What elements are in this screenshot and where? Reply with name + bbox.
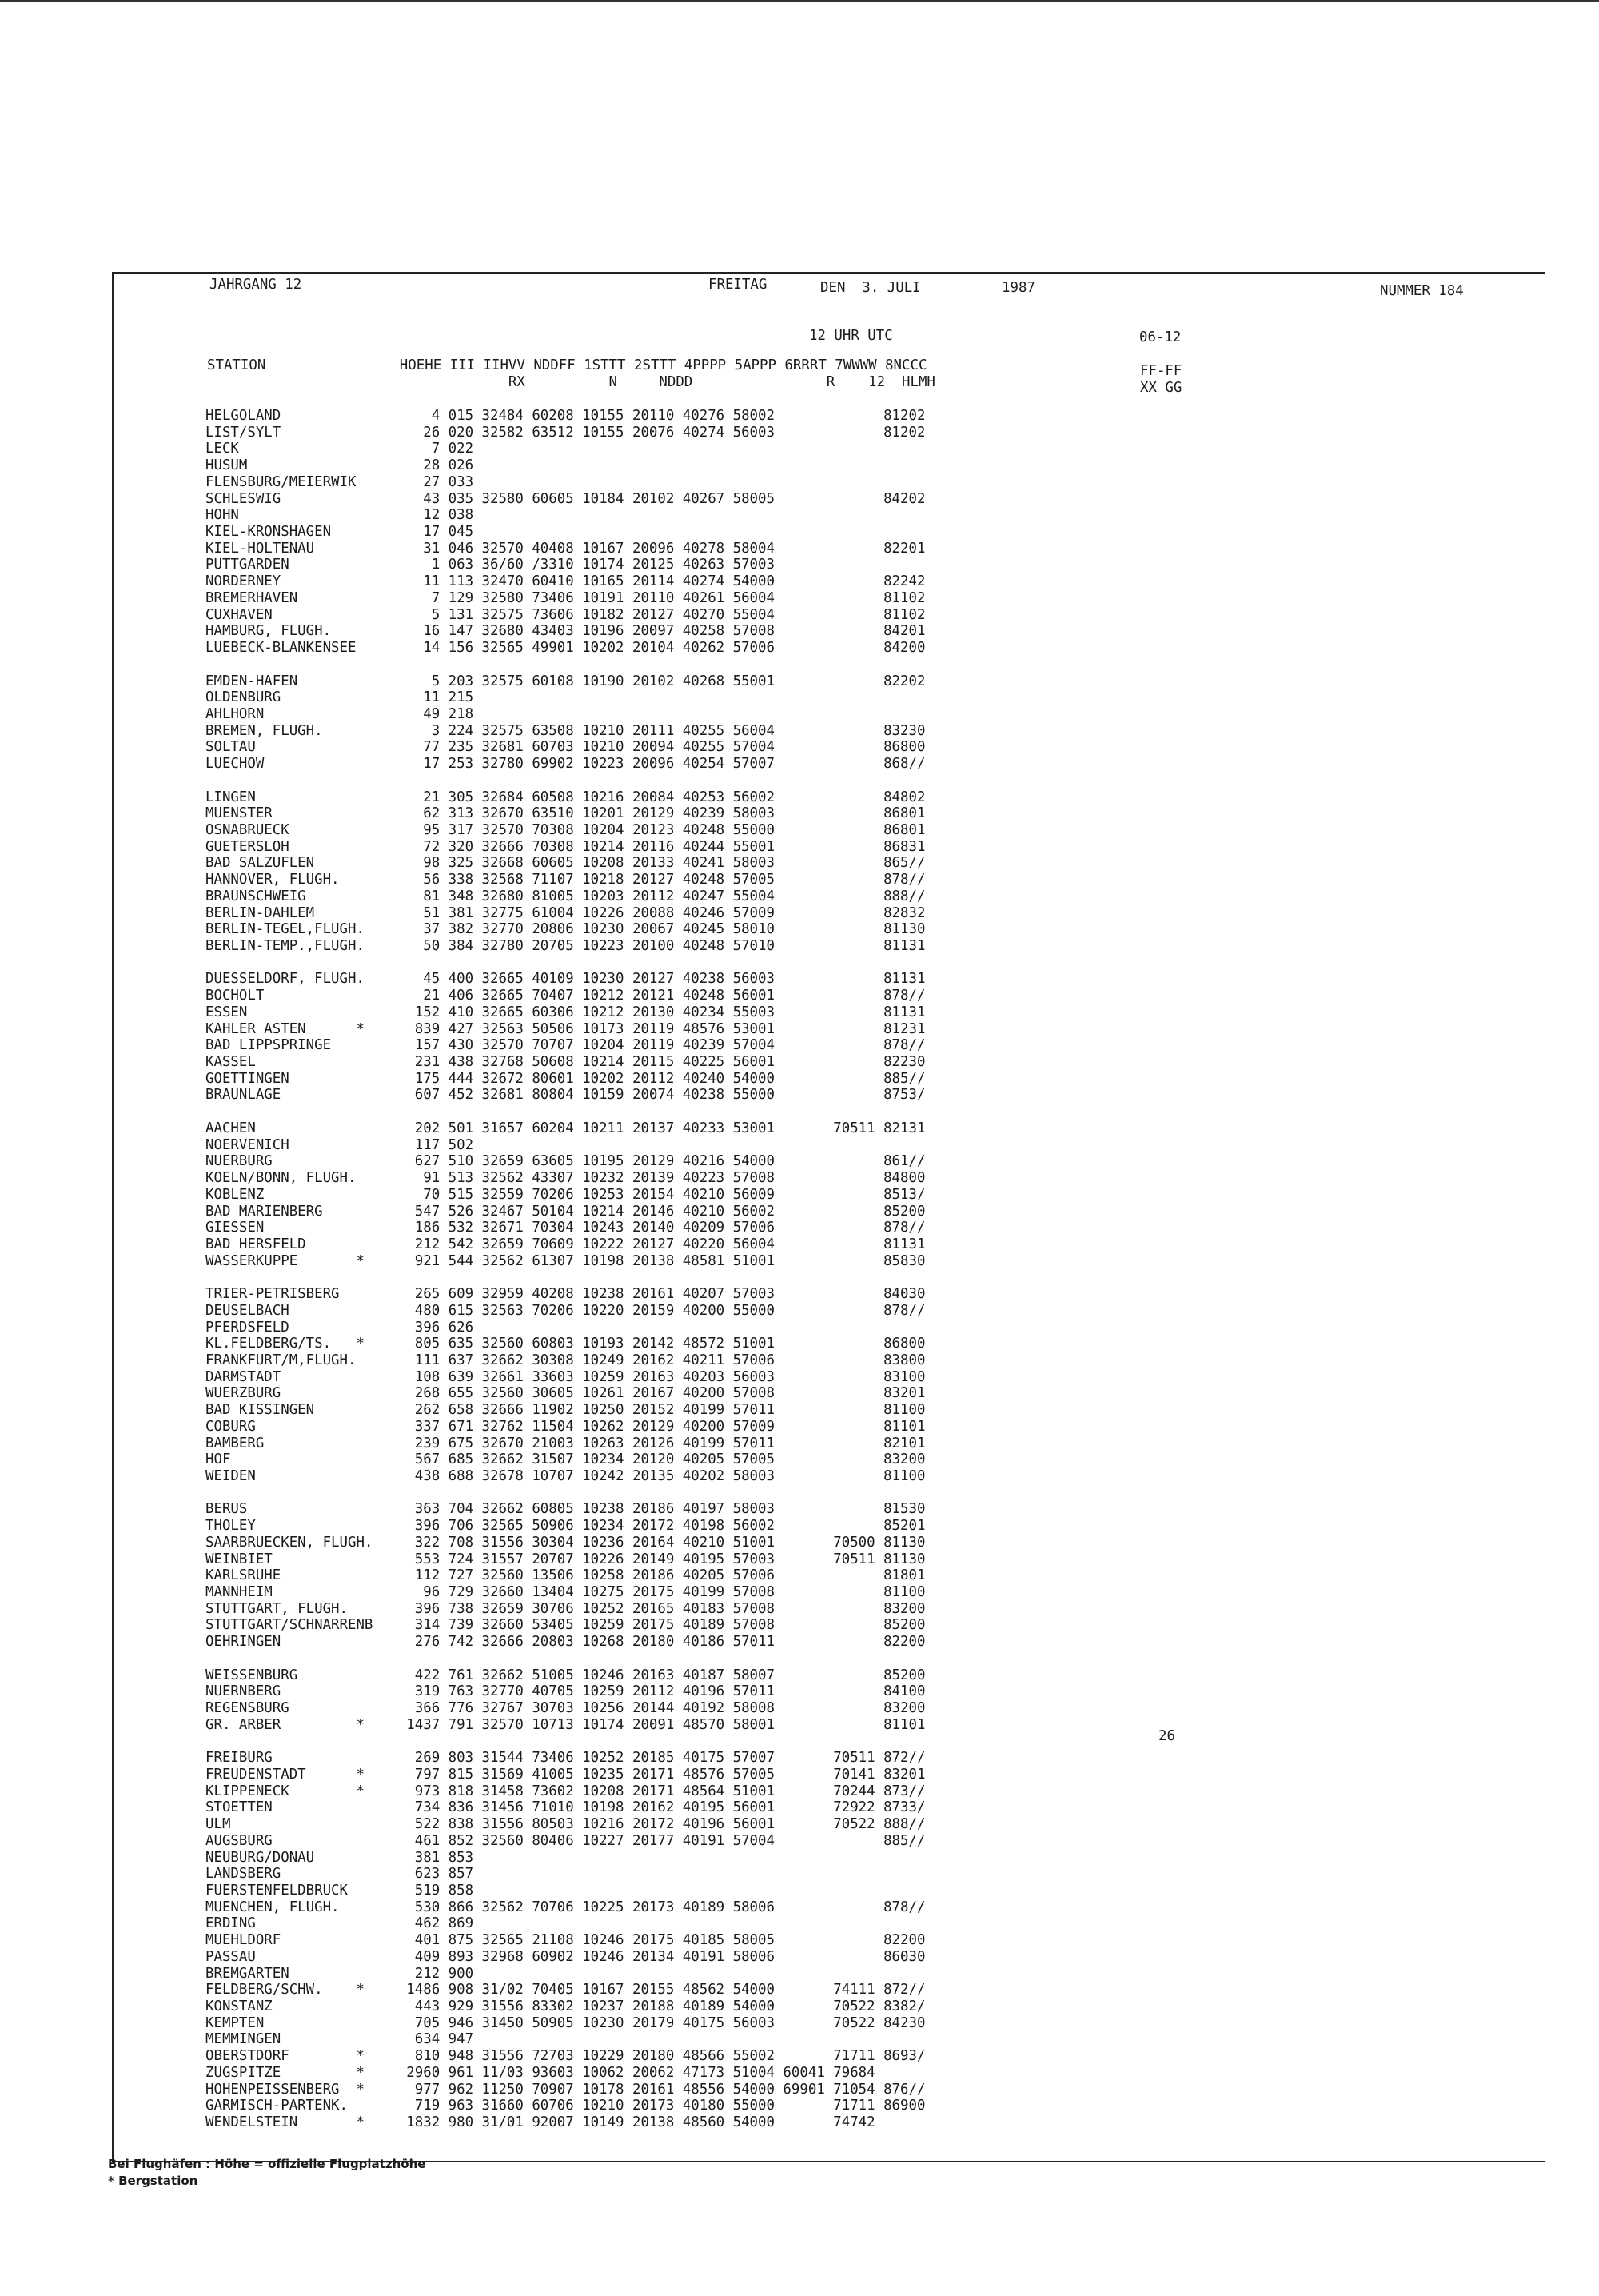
table-row: AHLHORN 49 218: [205, 705, 474, 722]
table-row: PUTTGARDEN 1 063 36/60 /3310 10174 20125 40263 57003: [205, 557, 775, 573]
group-separator: [205, 773, 925, 789]
table-row: BAD HERSFELD 212 542 32659 70609 10222 20127 40220 56004 81131: [205, 1236, 926, 1252]
table-row: FREIBURG 269 803 31544 73406 10252 20185 40175 57007 70511 872//: [205, 1750, 926, 1767]
footnote-airports: Bei Flughäfen : Höhe = offizielle Flugplatzhöhe: [108, 2157, 426, 2171]
table-row: BERUS 363 704 32662 60805 10238 20186 40197 58003 81530: [205, 1501, 926, 1518]
date: DEN 3. JULI: [820, 280, 921, 296]
table-row: NUERNBERG 319 763 32770 40705 10259 20112 40196 57011 84100: [205, 1683, 926, 1700]
table-row: STUTTGART/SCHNARRENB 314 739 32660 53405 10259 20175 40189 57008 85200: [205, 1617, 926, 1634]
table-row: BERLIN-TEGEL,FLUGH. 37 382 32770 20806 10230 20067 40245 58010 81130: [205, 921, 926, 938]
table-row: BAD SALZUFLEN 98 325 32668 60605 10208 20133 40241 58003 865//: [205, 855, 926, 872]
table-row: AACHEN 202 501 31657 60204 10211 20137 40233 53001 70511 82131: [205, 1120, 926, 1136]
column-header-line1: STATION HOEHE III IIHVV NDDFF 1STTT 2STTT 4PPPP 5APPP 6RRRT 7WWWW 8NCCC: [207, 357, 927, 373]
jahrgang: JAHRGANG 12: [209, 277, 302, 293]
group-separator: [205, 1651, 925, 1667]
table-row: WUERZBURG 268 655 32560 30605 10261 20167 40200 57008 83201: [205, 1385, 926, 1402]
table-row: SCHLESWIG 43 035 32580 60605 10184 20102 40267 58005 84202: [205, 490, 926, 507]
table-row: HUSUM 28 026: [205, 457, 474, 474]
table-row: ULM 522 838 31556 80503 10216 20172 40196 56001 70522 888//: [205, 1816, 926, 1833]
table-row: GR. ARBER * 1437 791 32570 10713 10174 20091 48570 58001 81101: [205, 1716, 926, 1733]
group-separator: [205, 657, 925, 673]
table-row: PASSAU 409 893 32968 60902 10246 20134 40191 58006 86030: [205, 1948, 926, 1965]
table-row: WEISSENBURG 422 761 32662 51005 10246 20163 40187 58007 85200: [205, 1667, 926, 1683]
table-row: OBERSTDORF * 810 948 31556 72703 10229 20180 48566 55002 71711 8693/: [205, 2048, 926, 2065]
table-row: MUENSTER 62 313 32670 63510 10201 20129 40239 58003 86801: [205, 805, 926, 822]
table-row: LANDSBERG 623 857: [205, 1866, 474, 1883]
group-separator: [205, 1104, 925, 1120]
table-row: HOHENPEISSENBERG * 977 962 11250 70907 10178 20161 48556 54000 69901 71054 876//: [205, 2081, 926, 2098]
table-row: BERLIN-TEMP.,FLUGH. 50 384 32780 20705 10223 20100 40248 57010 81131: [205, 938, 926, 954]
table-row: STUTTGART, FLUGH. 396 738 32659 30706 10252 20165 40183 57008 83200: [205, 1600, 926, 1617]
table-row: KIEL-HOLTENAU 31 046 32570 40408 10167 20096 40278 58004 82201: [205, 540, 926, 557]
table-row: DUESSELDORF, FLUGH. 45 400 32665 40109 10230 20127 40238 56003 81131: [205, 971, 926, 988]
time-utc: 12 UHR UTC: [809, 328, 893, 344]
table-row: BAMBERG 239 675 32670 21003 10263 20126 40199 57011 82101: [205, 1435, 926, 1451]
top-border: [0, 0, 1599, 2]
table-row: NOERVENICH 117 502: [205, 1136, 474, 1153]
table-row: MUEHLDORF 401 875 32565 21108 10246 20175 40185 58005 82200: [205, 1932, 926, 1949]
xx-gg-header: XX GG: [1140, 380, 1182, 396]
table-row: WEIDEN 438 688 32678 10707 10242 20135 40202 58003 81100: [205, 1468, 926, 1484]
table-row: GARMISCH-PARTENK. 719 963 31660 60706 10210 20173 40180 55000 71711 86900: [205, 2098, 926, 2114]
table-row: KL.FELDBERG/TS. * 805 635 32560 60803 10193 20142 48572 51001 86800: [205, 1336, 926, 1352]
table-row: NEUBURG/DONAU 381 853: [205, 1849, 474, 1866]
table-row: HELGOLAND 4 015 32484 60208 10155 20110 40276 58002 81202: [205, 408, 926, 424]
table-row: OEHRINGEN 276 742 32666 20803 10268 20180 40186 57011 82200: [205, 1634, 926, 1651]
table-row: WENDELSTEIN * 1832 980 31/01 92007 10149 20138 48560 54000 74742: [205, 2114, 875, 2131]
table-row: WEINBIET 553 724 31557 20707 10226 20149 40195 57003 70511 81130: [205, 1551, 926, 1567]
year: 1987: [1002, 280, 1035, 296]
table-row: HANNOVER, FLUGH. 56 338 32568 71107 10218 20127 40248 57005 878//: [205, 872, 926, 888]
footnote-mountain-station: * Bergstation: [108, 2174, 198, 2188]
group-separator: [205, 1269, 925, 1286]
table-row: WASSERKUPPE * 921 544 32562 61307 10198 20138 48581 51001 85830: [205, 1252, 926, 1269]
table-row: KARLSRUHE 112 727 32560 13506 10258 20186 40205 57006 81801: [205, 1567, 926, 1584]
table-row: PFERDSFELD 396 626: [205, 1319, 474, 1336]
table-row: MUENCHEN, FLUGH. 530 866 32562 70706 10225 20173 40189 58006 878//: [205, 1899, 926, 1915]
table-row: KONSTANZ 443 929 31556 83302 10237 20188 40189 54000 70522 8382/: [205, 1999, 926, 2014]
table-row: COBURG 337 671 32762 11504 10262 20129 40200 57009 81101: [205, 1418, 926, 1435]
table-row: ERDING 462 869: [205, 1915, 474, 1932]
table-row: KEMPTEN 705 946 31450 50905 10230 20179 40175 56003 70522 84230: [205, 2014, 926, 2031]
table-row: HOHN 12 038: [205, 507, 474, 524]
table-row: KIEL-KRONSHAGEN 17 045: [205, 524, 474, 541]
table-row: OLDENBURG 11 215: [205, 689, 474, 706]
table-row: DEUSELBACH 480 615 32563 70206 10220 20159 40200 55000 878//: [205, 1302, 926, 1319]
table-row: TRIER-PETRISBERG 265 609 32959 40208 10238 20161 40207 57003 84030: [205, 1286, 926, 1303]
table-row: NORDERNEY 11 113 32470 60410 10165 20114 40274 54000 82242: [205, 573, 926, 590]
table-row: ESSEN 152 410 32665 60306 10212 20130 40234 55003 81131: [205, 1004, 926, 1020]
group-separator: [205, 1485, 925, 1502]
table-row: BAD LIPPSPRINGE 157 430 32570 70707 10204 20119 40239 57004 878//: [205, 1037, 926, 1054]
table-row: REGENSBURG 366 776 32767 30703 10256 20144 40192 58008 83200: [205, 1700, 926, 1717]
table-row: FLENSBURG/MEIERWIK 27 033: [205, 473, 474, 490]
table-row: GOETTINGEN 175 444 32672 80601 10202 20112 40240 54000 885//: [205, 1070, 926, 1087]
table-row: KASSEL 231 438 32768 50608 10214 20115 40225 56001 82230: [205, 1054, 926, 1071]
weekday: FREITAG: [708, 277, 768, 293]
table-row: HAMBURG, FLUGH. 16 147 32680 43403 10196 20097 40258 57008 84201: [205, 623, 926, 640]
table-row: FRANKFURT/M,FLUGH. 111 637 32662 30308 10249 20162 40211 57006 83800: [205, 1352, 926, 1368]
table-row: STOETTEN 734 836 31456 71010 10198 20162 40195 56001 72922 8733/: [205, 1799, 926, 1816]
ff-ff-header: FF-FF: [1140, 363, 1182, 379]
table-row: KAHLER ASTEN * 839 427 32563 50506 10173 20119 48576 53001 81231: [205, 1020, 926, 1037]
page-mark: 26: [1158, 1728, 1175, 1744]
table-row: LUECHOW 17 253 32780 69902 10223 20096 40254 57007 868//: [205, 756, 926, 773]
table-row: SAARBRUECKEN, FLUGH. 322 708 31556 30304 10236 20164 40210 51001 70500 81130: [205, 1534, 926, 1551]
table-row: KOBLENZ 70 515 32559 70206 10253 20154 40210 56009 8513/: [205, 1186, 926, 1203]
table-row: THOLEY 396 706 32565 50906 10234 20172 40198 56002 85201: [205, 1518, 926, 1535]
period-range: 06-12: [1139, 329, 1182, 345]
table-row: FUERSTENFELDBRUCK 519 858: [205, 1882, 474, 1899]
table-row: BREMEN, FLUGH. 3 224 32575 63508 10210 20111 40255 56004 83230: [205, 722, 926, 739]
table-row: SOLTAU 77 235 32681 60703 10210 20094 40255 57004 86800: [205, 739, 926, 756]
table-row: BERLIN-DAHLEM 51 381 32775 61004 10226 20088 40246 57009 82832: [205, 904, 926, 921]
group-separator: [205, 955, 925, 972]
table-row: MEMMINGEN 634 947: [205, 2031, 474, 2048]
table-row: EMDEN-HAFEN 5 203 32575 60108 10190 20102 40268 55001 82202: [205, 673, 926, 689]
column-header-line2: RX N NDDD R 12 HLMH: [207, 374, 935, 390]
table-row: LIST/SYLT 26 020 32582 63512 10155 20076 40274 56003 81202: [205, 424, 926, 441]
table-row: LECK 7 022: [205, 441, 474, 457]
table-row: NUERBURG 627 510 32659 63605 10195 20129 40216 54000 861//: [205, 1153, 926, 1170]
table-row: OSNABRUECK 95 317 32570 70308 10204 20123 40248 55000 86801: [205, 821, 926, 838]
table-row: LINGEN 21 305 32684 60508 10216 20084 40253 56002 84802: [205, 789, 926, 805]
table-row: HOF 567 685 32662 31507 10234 20120 40205 57005 83200: [205, 1451, 926, 1468]
station-table: [205, 408, 925, 2131]
table-row: BAD MARIENBERG 547 526 32467 50104 10214 20146 40210 56002 85200: [205, 1203, 926, 1220]
table-row: BREMGARTEN 212 900: [205, 1965, 474, 1982]
table-row: BRAUNLAGE 607 452 32681 80804 10159 20074 40238 55000 8753/: [205, 1087, 926, 1104]
issue-number: NUMMER 184: [1380, 283, 1464, 299]
table-row: GIESSEN 186 532 32671 70304 10243 20140 40209 57006 878//: [205, 1220, 926, 1236]
table-row: BAD KISSINGEN 262 658 32666 11902 10250 20152 40199 57011 81100: [205, 1402, 926, 1419]
table-row: FELDBERG/SCHW. * 1486 908 31/02 70405 10167 20155 48562 54000 74111 872//: [205, 1982, 926, 1999]
table-row: BRAUNSCHWEIG 81 348 32680 81005 10203 20112 40247 55004 888//: [205, 888, 926, 904]
table-row: ZUGSPITZE * 2960 961 11/03 93603 10062 20062 47173 51004 60041 79684: [205, 2064, 875, 2081]
table-row: KLIPPENECK * 973 818 31458 73602 10208 20171 48564 51001 70244 873//: [205, 1783, 926, 1799]
table-row: DARMSTADT 108 639 32661 33603 10259 20163 40203 56003 83100: [205, 1368, 926, 1385]
group-separator: [205, 1734, 925, 1751]
table-row: KOELN/BONN, FLUGH. 91 513 32562 43307 10232 20139 40223 57008 84800: [205, 1170, 926, 1187]
table-row: BOCHOLT 21 406 32665 70407 10212 20121 40248 56001 878//: [205, 988, 926, 1004]
table-row: BREMERHAVEN 7 129 32580 73406 10191 20110 40261 56004 81102: [205, 589, 926, 606]
table-row: GUETERSLOH 72 320 32666 70308 10214 20116 40244 55001 86831: [205, 838, 926, 855]
table-row: FREUDENSTADT * 797 815 31569 41005 10235 20171 48576 57005 70141 83201: [205, 1766, 926, 1783]
table-row: LUEBECK-BLANKENSEE 14 156 32565 49901 10202 20104 40262 57006 84200: [205, 640, 926, 657]
table-row: CUXHAVEN 5 131 32575 73606 10182 20127 40270 55004 81102: [205, 606, 926, 623]
table-row: AUGSBURG 461 852 32560 80406 10227 20177 40191 57004 885//: [205, 1832, 926, 1849]
table-row: MANNHEIM 96 729 32660 13404 10275 20175 40199 57008 81100: [205, 1584, 926, 1601]
